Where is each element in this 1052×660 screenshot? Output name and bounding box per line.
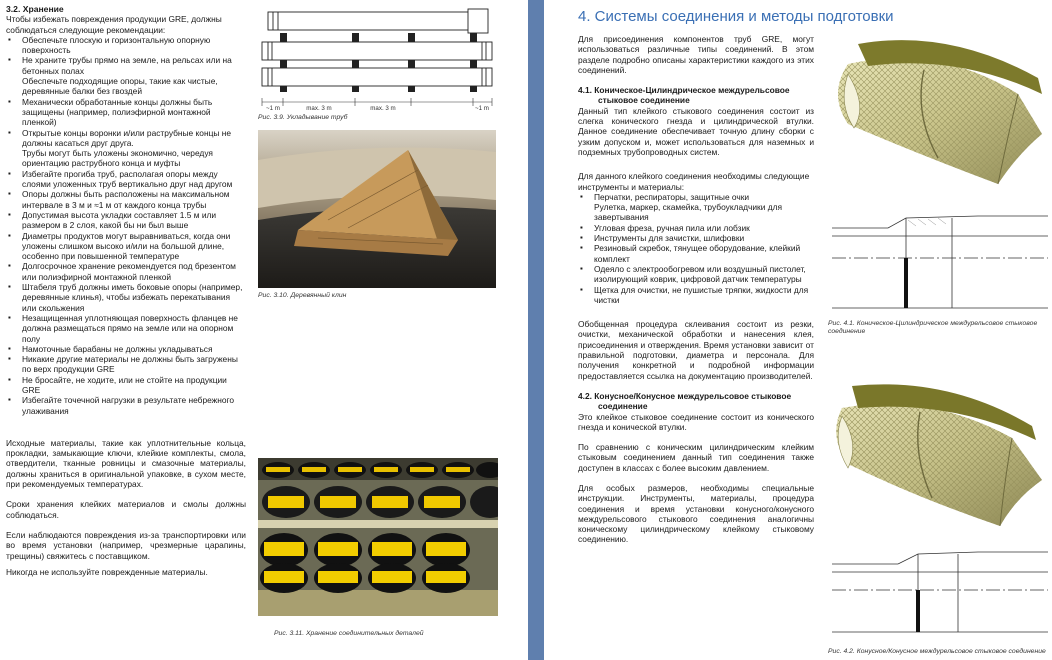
dim-label-3: max. 3 m <box>370 105 396 112</box>
section-4-2-text: Это клейкое стыковое соединение состоит из конического гнезда и конической втулки. <box>578 411 814 432</box>
storage-bullet-item <box>6 282 246 313</box>
storage-bullet-item-text: Механически обработанные концы должны быть защищены (например, полиэфирной монтажной пленкой) <box>22 96 213 128</box>
tool-bullet-item-text: Перчатки, респираторы, защитные очки <box>594 191 750 202</box>
tool-bullet-item <box>578 285 814 306</box>
conical-conical-joint-render <box>828 380 1052 530</box>
storage-bullet-item-text: Долгосрочное хранение рекомендуется под брезентом или полиэфирной монтажной пленкой <box>22 261 236 282</box>
storage-bullet-item-text: Избегайте точечной нагрузки в результате небрежного улаживания <box>22 395 235 416</box>
storage-text-column <box>6 4 246 577</box>
storage-bullet-item-text: Никакие другие материалы не должны быть загружены по верх продукции GRE <box>22 354 238 375</box>
storage-bullet-item-text: Не бросайте, не ходите, или не стойте на продукции GRE <box>22 374 227 395</box>
storage-bullet-item <box>6 55 246 96</box>
dim-label-4: ~1 m <box>475 105 489 112</box>
tool-bullet-item-text: Щетка для очистки, не пушистые тряпки, жидкости для чистки <box>594 284 809 305</box>
storage-para-shelf-life: Сроки хранения клейких материалов и смолы должны соблюдаться. <box>6 499 246 520</box>
storage-bullet-item-text: Не храните трубы прямо на земле, на рельсах или на бетонных полах <box>22 55 232 76</box>
storage-bullet-item-subtext: Трубы могут быть уложены экономично, чередуя ориентацию раструбного конца и муфты <box>22 148 213 169</box>
storage-para-never-use: Никогда не используйте поврежденные материалы. <box>6 566 208 577</box>
section-4-1-text: Данный тип клейкого стыкового соединения состоит из слегка конического гнезда и цилиндрической втулки. Данное соединение обеспечивает точную длину сборки с узким допуском и, может использоваться для наземных и подземных трубопроводных систем. <box>578 105 814 157</box>
storage-bullet-item <box>6 354 246 375</box>
section-drawing-4-2 <box>828 546 1052 642</box>
fig-3-10-caption: Рис. 3.10. Деревянный клин <box>258 292 347 299</box>
fig-3-11-caption: Рис. 3.11. Хранение соединительных деталей <box>274 630 424 637</box>
section-4-2-heading-line1: 4.2. Конусное/Конусное междурельсовое стыковое <box>578 390 792 401</box>
section-4-2-special: Для особых размеров, необходимы специальные инструкции. Инструменты, материалы, процедура соединения и время установки конусного/конусного междурельсового стыкового соединения аналогичны коническому цилиндрическому клейкому стыковому соединению. <box>578 482 814 545</box>
pipe-stacking-diagram <box>258 6 498 112</box>
storage-bullet-item <box>6 97 246 128</box>
storage-bullet-item <box>6 395 246 416</box>
dim-label-2: max. 3 m <box>306 105 332 112</box>
right-page <box>544 0 1052 660</box>
storage-bullet-item <box>6 231 246 262</box>
storage-bullet-item <box>6 169 246 190</box>
section-drawing-4-1 <box>828 208 1052 318</box>
storage-bullet-item-text: Обеспечьте плоскую и горизонтальную опорную поверхность <box>22 34 211 56</box>
joints-text-column <box>578 34 814 545</box>
wooden-wedge-photo <box>258 130 496 288</box>
tool-bullet-item-text: Одеяло с электрообогревом или воздушный пистолет, изолирующий коврик, цифровой датчик температуры <box>594 263 806 285</box>
fig-3-9-caption: Рис. 3.9. Укладывание труб <box>258 114 348 121</box>
tool-bullet-item <box>578 233 814 243</box>
pipe-stacking-drawing <box>258 6 498 112</box>
section-4-1-heading-line2: стыковое соединение <box>598 95 690 106</box>
section-heading-storage: 3.2. Хранение <box>6 4 64 14</box>
storage-bullet-item-text: Открытые концы воронки и/или раструбные концы не должны касаться друг друга. <box>22 127 231 148</box>
fig-4-2-caption: Рис. 4.2. Конусное/Конусное междурельсовое стыковое соединение <box>828 648 1046 655</box>
tool-bullet-item <box>578 243 814 264</box>
storage-bullet-item <box>6 35 246 56</box>
storage-bullet-item-text: Допустимая высота укладки составляет 1.5 м или размером в 2 слоя, какой бы ни был выше <box>22 209 217 231</box>
tool-bullet-item-subtext: Рулетка, маркер, скамейка, трубоукладчики для завертывания <box>594 202 783 223</box>
storage-bullet-item-text: Избегайте прогиба труб, располагая опоры между слоями уложенных труб вертикально друг над другом <box>22 168 233 190</box>
storage-bullet-item <box>6 189 246 210</box>
tool-bullet-item <box>578 192 814 223</box>
wooden-wedge-illustration <box>258 130 496 288</box>
fittings-storage-illustration <box>258 458 498 616</box>
tool-bullet-item <box>578 223 814 233</box>
storage-bullet-item-text: Намоточные барабаны не должны укладываться <box>22 343 213 354</box>
storage-bullet-item <box>6 128 246 169</box>
section-4-2-heading-line2: соединение <box>598 401 648 412</box>
section-4-1-heading-line1: 4.1. Коническое-Цилиндрическое междурельсовое <box>578 85 790 96</box>
storage-para-materials: Исходные материалы, такие как уплотнительные кольца, прокладки, замыкающие ключи, клейкие комплекты, смола, отвердители, тканные ровницы и смазочные материалы, должны храниться в оригинальной упаковке, в сухом месте, при рекомендуемых температурах. <box>6 437 246 490</box>
joint-render-4-1 <box>828 34 1052 194</box>
storage-bullet-item <box>6 344 246 354</box>
storage-bullet-item-text: Опоры должны быть расположены на максимальном интервале в 3 м и ≈1 м от каждого конца трубы <box>22 189 230 210</box>
bonding-procedure: Обобщенная процедура склеивания состоит из резки, очистки, механической обработки и нанесения клея, присоединения и отверждения. Время установки зависит от правильной подготовки, диаметра и персонала. Для получения конкретной и подробной информации предоставляется ссылка на документацию производителей. <box>578 319 814 381</box>
storage-bullet-item <box>6 375 246 396</box>
dim-label-1: ~1 m <box>266 105 280 112</box>
joints-intro: Для присоединения компонентов труб GRE, могут использоваться различные типы соединений. В этом разделе подробно описаны характеристики каждого из этих соединений. <box>578 34 814 75</box>
storage-bullet-item-text: Штабеля труб должны иметь боковые опоры (например, деревянные клинья), чтобы избежать перекатывания или скольжения <box>22 282 243 313</box>
tools-intro: Для данного клейкого соединения необходимы следующие инструменты и материалы: <box>578 171 810 192</box>
storage-bullet-item-text: Диаметры продуктов могут выравниваться, когда они уложены слишком высоко и/или на большой длине, особенно при повышенной температуре <box>22 230 231 262</box>
tool-bullet-item-text: Резиновый скребок, тянущее оборудование, клейкий комплект <box>594 243 801 264</box>
conical-cylindrical-joint-section <box>828 208 1052 318</box>
storage-bullet-item <box>6 313 246 344</box>
storage-bullet-list <box>6 35 246 416</box>
joint-render-4-2 <box>828 380 1052 530</box>
storage-intro: Чтобы избежать повреждения продукции GRE, должны соблюдаться следующие рекомендации: <box>6 14 222 35</box>
fig-4-1-caption: Рис. 4.1. Коническое-Цилиндрическое междурельсовое стыковое соединение <box>828 320 1038 335</box>
page-gutter <box>528 0 544 660</box>
storage-bullet-item <box>6 261 246 282</box>
section-4-2-compare: По сравнению с коническим цилиндрическим клейким стыковым соединением данный тип соединения также доступен в классах с более высоким давлением. <box>578 442 814 473</box>
storage-bullet-item-text: Незащищенная уплотняющая поверхность фланцев не должна размещаться прямо на земле или на опорном полу <box>22 312 238 344</box>
conical-conical-joint-section <box>828 546 1052 642</box>
storage-bullet-item <box>6 210 246 231</box>
storage-para-damage: Если наблюдаются повреждения из-за транспортировки или во время установки (например, чрезмерные царапины, трещины) свяжитесь с поставщиком. <box>6 529 246 561</box>
tool-bullet-item-text: Угловая фреза, ручная пила или лобзик <box>594 222 750 233</box>
tools-bullet-list <box>578 192 814 305</box>
tool-bullet-item <box>578 264 814 285</box>
chapter-title: 4. Системы соединения и методы подготовки <box>578 8 894 25</box>
storage-bullet-item-subtext: Обеспечьте подходящие опоры, такие как чистые, деревянные балки без гвоздей <box>22 76 218 97</box>
fittings-storage-photo <box>258 458 498 616</box>
conical-cylindrical-joint-render <box>828 34 1052 194</box>
tool-bullet-item-text: Инструменты для зачистки, шлифовки <box>594 233 745 244</box>
